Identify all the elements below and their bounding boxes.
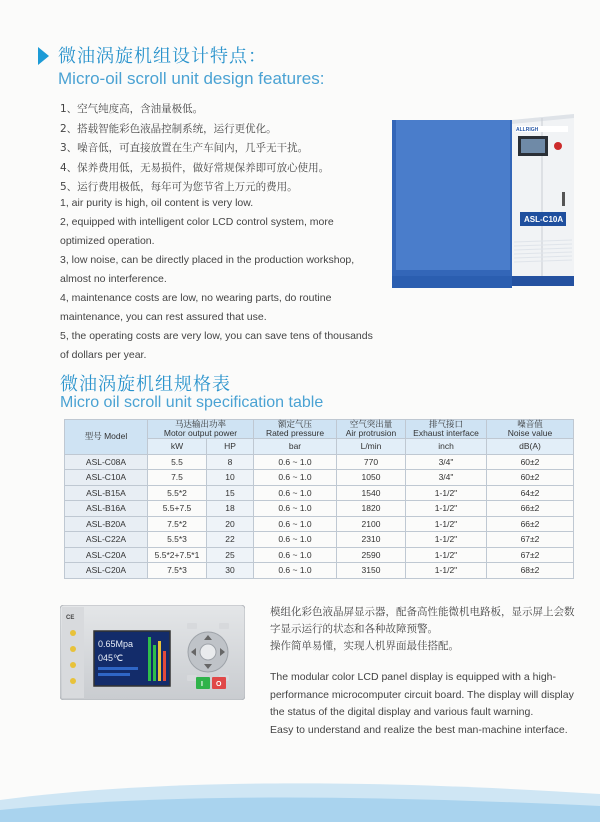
features-title-en: Micro-oil scroll unit design features: (58, 69, 325, 88)
header-protrusion: 空气突出量 Air protrusion (337, 420, 406, 439)
unit-hp: HP (207, 439, 254, 455)
table-cell: 1050 (337, 470, 406, 486)
desc-cn-paragraph: 操作简单易懂，实现人机界面最佳搭配。 (270, 640, 459, 652)
control-panel-image (60, 605, 245, 700)
table-row (65, 470, 574, 486)
table-cell: 0.6 ~ 1.0 (254, 563, 337, 579)
features-title-cn: 微油涡旋机组设计特点： (58, 46, 267, 67)
table-cell: 10 (207, 470, 254, 486)
table-cell: 1-1/2" (406, 516, 487, 532)
table-cell: 1-1/2" (406, 547, 487, 563)
table-cell: 60±2 (487, 470, 574, 486)
en-feature-item: 1, air purity is high, oil content is very low. (60, 197, 254, 209)
panel-description-cn (270, 604, 580, 655)
table-cell: 1-1/2" (406, 563, 487, 579)
spec-title-cn: 微油涡旋机组规格表 (60, 374, 231, 395)
display-value-temperature: 045℃ (98, 653, 124, 663)
table-row (65, 547, 574, 563)
header-exhaust: 排气接口 Exhaust interface (406, 420, 487, 439)
panel-description-en (270, 669, 580, 739)
cn-feature-item: 3、噪音低，可直接放置在生产车间内，几乎无干扰。 (60, 142, 309, 154)
table-cell: 1-1/2" (406, 501, 487, 517)
unit-lmin: L/min (337, 439, 406, 455)
unit-inch: inch (406, 439, 487, 455)
table-cell: 64±2 (487, 485, 574, 501)
table-row (65, 454, 574, 470)
compressor-machine-image (390, 112, 580, 295)
table-cell: 67±2 (487, 532, 574, 548)
desc-en-paragraph: Easy to understand and realize the best man-machine interface. (270, 723, 568, 736)
cell-model: ASL-C20A (65, 563, 148, 579)
en-feature-list (60, 194, 380, 365)
table-cell: 8 (207, 454, 254, 470)
unit-db: dB(A) (487, 439, 574, 455)
table-cell: 5.5+7.5 (148, 501, 207, 517)
table-cell: 1540 (337, 485, 406, 501)
table-cell: 3150 (337, 563, 406, 579)
cn-feature-item: 4、保养费用低，无易损件，做好常规保养即可放心使用。 (60, 161, 330, 174)
table-cell: 1-1/2" (406, 532, 487, 548)
table-cell: 0.6 ~ 1.0 (254, 532, 337, 548)
table-cell: 2100 (337, 516, 406, 532)
cell-model: ASL-C08A (65, 454, 148, 470)
spec-title-en: Micro oil scroll unit specification table (60, 394, 324, 411)
desc-en-paragraph: The modular color LCD panel display is equipped with a high-performance microcomputer circuit board. The display will display the status of the digital display and various fault warning. (270, 671, 574, 718)
start-button-label: I (201, 681, 203, 688)
table-cell: 770 (337, 454, 406, 470)
table-cell: 60±2 (487, 454, 574, 470)
table-cell: 5.5*2 (148, 485, 207, 501)
en-feature-item: 4, maintenance costs are low, no wearing parts, do routine maintenance, you can rest assured that use. (60, 292, 332, 323)
table-row (65, 516, 574, 532)
cn-feature-item: 2、搭载智能彩色液晶控制系统，运行更优化。 (60, 122, 277, 135)
table-cell: 2590 (337, 547, 406, 563)
table-cell: 3/4" (406, 454, 487, 470)
header-model: 型号 Model (65, 420, 148, 455)
unit-kw: kW (148, 439, 207, 455)
table-cell: 0.6 ~ 1.0 (254, 501, 337, 517)
header-noise: 噪音值 Noise value (487, 420, 574, 439)
cell-model: ASL-C10A (65, 470, 148, 486)
cn-feature-list (60, 100, 329, 198)
table-cell: 1820 (337, 501, 406, 517)
table-cell: 15 (207, 485, 254, 501)
unit-bar: bar (254, 439, 337, 455)
table-cell: 1-1/2" (406, 485, 487, 501)
table-row (65, 501, 574, 517)
table-cell: 3/4" (406, 470, 487, 486)
cn-feature-item: 5、运行费用极低，每年可为您节省上万元的费用。 (60, 181, 298, 193)
table-cell: 5.5*2+7.5*1 (148, 547, 207, 563)
display-value-pressure: 0.65Mpa (98, 639, 134, 649)
cell-model: ASL-B16A (65, 501, 148, 517)
table-cell: 5.5*3 (148, 532, 207, 548)
table-row (65, 532, 574, 548)
table-cell: 0.6 ~ 1.0 (254, 470, 337, 486)
desc-cn-paragraph: 模组化彩色液晶屏显示器，配备高性能微机电路板，显示屏上会数字显示运行的状态和各种故障预警。 (270, 606, 575, 635)
table-cell: 25 (207, 547, 254, 563)
table-cell: 20 (207, 516, 254, 532)
machine-brand-label: ALLRIGH (516, 127, 539, 133)
footer-wave-decoration (0, 770, 600, 822)
table-cell: 0.6 ~ 1.0 (254, 516, 337, 532)
table-header-row (65, 420, 574, 439)
table-cell: 18 (207, 501, 254, 517)
en-feature-item: 5, the operating costs are very low, you can save tens of thousands of dollars per year. (60, 330, 373, 361)
table-row (65, 485, 574, 501)
en-feature-item: 3, low noise, can be directly placed in the production workshop, almost no interference. (60, 254, 355, 285)
heading-arrow-icon (38, 47, 49, 65)
header-power: 马达输出功率 Motor output power (148, 420, 254, 439)
en-feature-item: 2, equipped with intelligent color LCD control system, more optimized operation. (60, 216, 334, 247)
table-cell: 30 (207, 563, 254, 579)
machine-model-label: ASL-C10A (524, 215, 564, 224)
table-cell: 66±2 (487, 501, 574, 517)
cell-model: ASL-C20A (65, 547, 148, 563)
table-cell: 0.6 ~ 1.0 (254, 454, 337, 470)
table-cell: 2310 (337, 532, 406, 548)
table-cell: 7.5 (148, 470, 207, 486)
ce-mark: CE (66, 615, 75, 621)
table-cell: 66±2 (487, 516, 574, 532)
table-cell: 0.6 ~ 1.0 (254, 547, 337, 563)
table-cell: 67±2 (487, 547, 574, 563)
header-pressure: 额定气压 Rated pressure (254, 420, 337, 439)
stop-button-label: O (216, 681, 222, 688)
cell-model: ASL-B15A (65, 485, 148, 501)
table-row (65, 563, 574, 579)
table-cell: 5.5 (148, 454, 207, 470)
table-cell: 68±2 (487, 563, 574, 579)
cn-feature-item: 1、空气纯度高，含油量极低。 (60, 103, 204, 115)
spec-table (64, 419, 574, 579)
cell-model: ASL-B20A (65, 516, 148, 532)
table-cell: 22 (207, 532, 254, 548)
cell-model: ASL-C22A (65, 532, 148, 548)
table-cell: 7.5*2 (148, 516, 207, 532)
table-cell: 0.6 ~ 1.0 (254, 485, 337, 501)
table-cell: 7.5*3 (148, 563, 207, 579)
